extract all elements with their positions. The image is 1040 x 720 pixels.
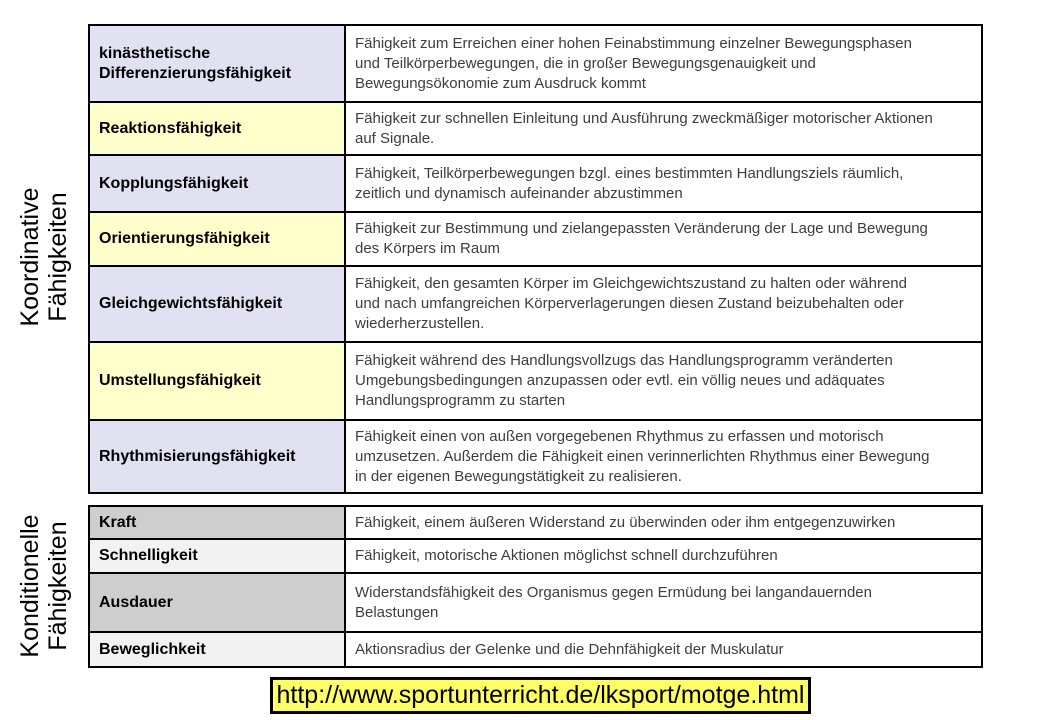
ability-description: Fähigkeit, motorische Aktionen möglichst schnell durchzuführen bbox=[345, 539, 982, 573]
section-label-konditionelle bbox=[16, 514, 72, 657]
ability-name: kinästhetische Differenzierungsfähigkeit bbox=[89, 25, 345, 102]
table-row bbox=[89, 266, 982, 342]
ability-description: Fähigkeit, den gesamten Körper im Gleichgewichtszustand zu halten oder während und nach umfangreichen Körperverlagerungen diesen Zustand beizubehalten oder wiederherzustellen. bbox=[345, 266, 982, 342]
table-row bbox=[89, 155, 982, 212]
ability-name: Beweglichkeit bbox=[89, 632, 345, 667]
table-row bbox=[89, 212, 982, 266]
ability-name: Kraft bbox=[89, 506, 345, 539]
section-label-line: Konditionelle bbox=[16, 514, 44, 658]
table-row bbox=[89, 25, 982, 102]
ability-description: Widerstandsfähigkeit des Organismus gegen Ermüdung bei langandauernden Belastungen bbox=[345, 573, 982, 632]
ability-description: Fähigkeit, einem äußeren Widerstand zu überwinden oder ihm entgegenzuwirken bbox=[345, 506, 982, 539]
ability-description: Fähigkeit während des Handlungsvollzugs das Handlungsprogramm veränderten Umgebungsbedingungen anzupassen oder evtl. ein völlig neues und adäquates Handlungsprogramm zu starten bbox=[345, 342, 982, 420]
table-row bbox=[89, 632, 982, 667]
table-row bbox=[89, 102, 982, 155]
ability-name: Ausdauer bbox=[89, 573, 345, 632]
ability-description: Fähigkeit zur Bestimmung und zielangepassten Veränderung der Lage und Bewegung des Körpers im Raum bbox=[345, 212, 982, 266]
ability-name: Gleichgewichtsfähigkeit bbox=[89, 266, 345, 342]
ability-description: Fähigkeit zum Erreichen einer hohen Feinabstimmung einzelner Bewegungsphasen und Teilkörperbewegungen, die in großer Bewegungsgenauigkeit und Bewegungsökonomie zum Ausdruck kommt bbox=[345, 25, 982, 102]
section-label-line: Fähigkeiten bbox=[44, 192, 72, 322]
source-url[interactable]: http://www.sportunterricht.de/lksport/motge.html bbox=[270, 677, 811, 714]
koordinative-table bbox=[88, 24, 983, 494]
ability-name: Schnelligkeit bbox=[89, 539, 345, 573]
section-label-line: Fähigkeiten bbox=[44, 521, 72, 651]
ability-name: Reaktionsfähigkeit bbox=[89, 102, 345, 155]
ability-description: Fähigkeit zur schnellen Einleitung und Ausführung zweckmäßiger motorischer Aktionen auf Signale. bbox=[345, 102, 982, 155]
ability-description: Aktionsradius der Gelenke und die Dehnfähigkeit der Muskulatur bbox=[345, 632, 982, 667]
ability-description: Fähigkeit einen von außen vorgegebenen Rhythmus zu erfassen und motorisch umzusetzen. Außerdem die Fähigkeit einen verinnerlichten Rhythmus einer Bewegung in der eigenen Bewegungstätigkeit zu realisieren. bbox=[345, 420, 982, 493]
section-label-line: Koordinative bbox=[16, 187, 44, 327]
table-row bbox=[89, 573, 982, 632]
section-label-koordinative bbox=[16, 188, 72, 327]
ability-name: Umstellungsfähigkeit bbox=[89, 342, 345, 420]
ability-name: Kopplungsfähigkeit bbox=[89, 155, 345, 212]
ability-name: Rhythmisierungsfähigkeit bbox=[89, 420, 345, 493]
table-row bbox=[89, 420, 982, 493]
table-row bbox=[89, 342, 982, 420]
ability-name: Orientierungsfähigkeit bbox=[89, 212, 345, 266]
table-row bbox=[89, 539, 982, 573]
ability-description: Fähigkeit, Teilkörperbewegungen bzgl. eines bestimmten Handlungsziels räumlich, zeitlich und dynamisch aufeinander abzustimmen bbox=[345, 155, 982, 212]
table-row bbox=[89, 506, 982, 539]
konditionelle-table bbox=[88, 505, 983, 668]
